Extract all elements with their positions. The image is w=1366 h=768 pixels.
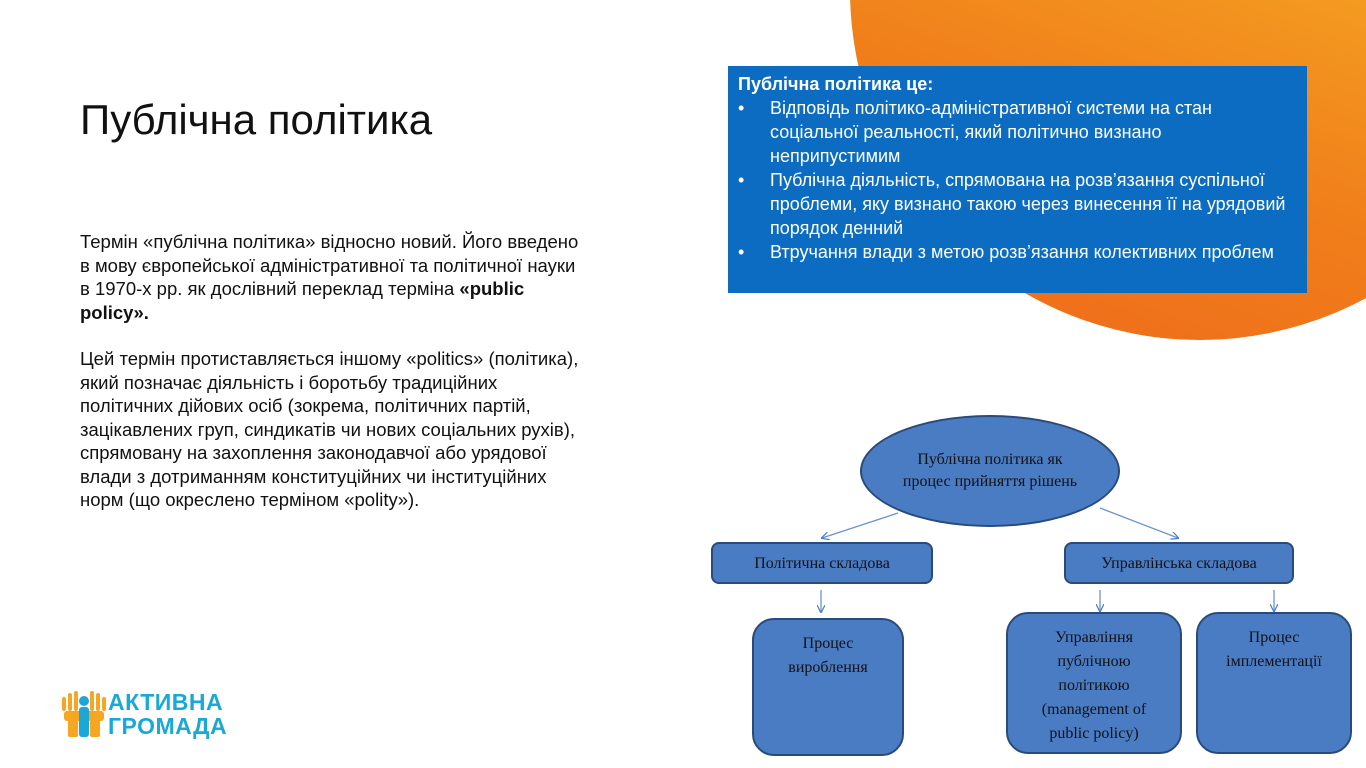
diagram-management-label: Управління публічною політикою (management of public policy) [1041, 629, 1147, 742]
slide-title: Публічна політика [80, 96, 433, 143]
logo-line-1: АКТИВНА [108, 689, 224, 715]
paragraph-2: Цей термін протиставляється іншому «politics» (політика), який позначає діяльність і боротьбу традиційних політичних дійових осіб (зокрема, політичних партій, зацікавлених груп, синдикатів чи нових соціальних рухів), спрямовану на захоплення законодавчої або урядової влади з дотриманням конституційних чи інституційних норм (що окреслено терміном «polity»). [80, 348, 579, 510]
diagram-implementation-node [1196, 612, 1352, 754]
diagram-development-label: Процес вироблення [788, 635, 868, 676]
people-group-icon [62, 689, 106, 739]
logo-text [108, 690, 227, 738]
bullet-icon: • [738, 170, 745, 190]
bullet-icon: • [738, 242, 745, 262]
diagram-root-node [860, 415, 1120, 527]
diagram-development-node [752, 618, 904, 756]
connector-root-left [822, 513, 898, 538]
list-item-text: Втручання влади з метою розв’язання колективних проблем [770, 242, 1274, 262]
diagram-root-label: Публічна політика як процес прийняття рішень [902, 451, 1078, 490]
definition-box [728, 66, 1307, 293]
diagram-managerial-node: Управлінська складова [1064, 542, 1294, 584]
definition-list [738, 96, 1293, 264]
diagram-political-node: Політична складова [711, 542, 933, 584]
body-text [80, 230, 580, 535]
paragraph-1-bold: «public policy». [80, 278, 525, 323]
list-item [738, 240, 1293, 264]
list-item [738, 168, 1293, 240]
list-item-text: Публічна діяльність, спрямована на розв’язання суспільної проблеми, яку визнано такою через винесення її на урядовий порядок денний [770, 170, 1286, 238]
logo [62, 688, 227, 740]
logo-line-2: ГРОМАДА [108, 713, 228, 739]
definition-box-title: Публічна політика це: [738, 74, 934, 94]
diagram-implementation-label: Процес імплементації [1226, 629, 1322, 670]
bullet-icon: • [738, 98, 745, 118]
paragraph-1-text: Термін «публічна політика» відносно новий. Його введено в мову європейської адміністративної та політичної науки в 1970-х рр. як дослівний переклад терміна [80, 231, 579, 299]
diagram-management-node [1006, 612, 1182, 754]
list-item [738, 96, 1293, 168]
paragraph-1 [80, 230, 580, 324]
connector-root-right [1100, 508, 1178, 538]
list-item-text: Відповідь політико-адміністративної системи на стан соціальної реальності, який політично визнано неприпустимим [770, 98, 1212, 166]
